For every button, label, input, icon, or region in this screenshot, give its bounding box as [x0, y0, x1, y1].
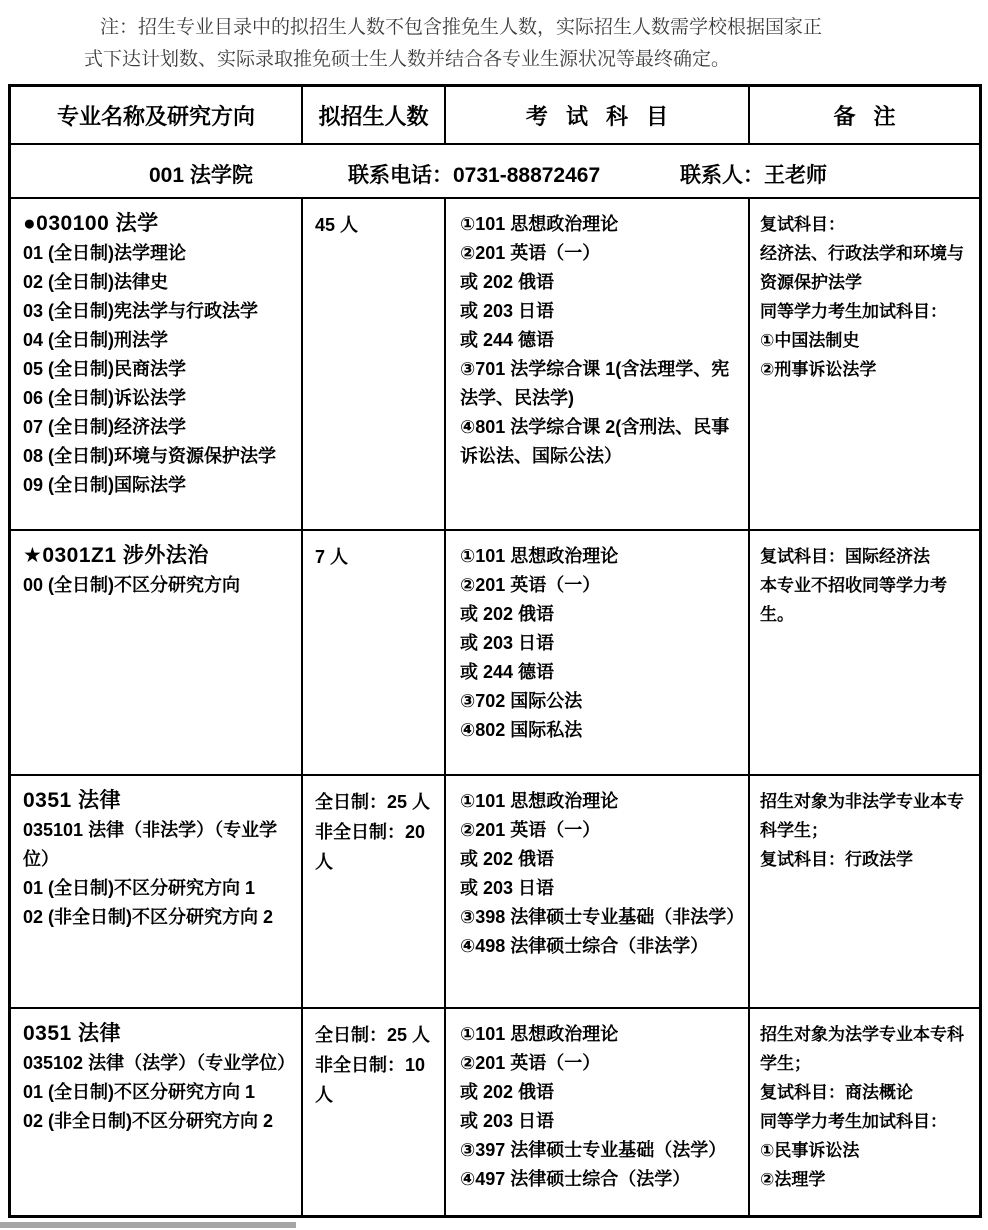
table-row: [11, 1009, 979, 1215]
subject-line: ③702 国际公法: [460, 691, 583, 711]
subject-line: 或 203 日语: [460, 1111, 555, 1131]
direction-item: 04 (全日制)刑法学: [23, 330, 169, 350]
program-title: ●030100 法学: [23, 212, 159, 235]
header-cell-quota: 拟招生人数: [303, 87, 446, 143]
table-row: [11, 776, 979, 1009]
subject-line: ④801 法学综合课 2(含刑法、民事诉讼法、国际公法）: [460, 417, 730, 466]
remark-line: 同等学力考生加试科目：: [760, 1112, 947, 1131]
remark-line: 复试科目：行政法学: [760, 850, 913, 869]
department-code: 001 法学院: [149, 164, 253, 187]
header-cell-subjects: 考 试 科 目: [446, 87, 750, 143]
department-contact: 联系人：王老师: [680, 164, 827, 187]
remark-line: ②刑事诉讼法学: [760, 360, 877, 379]
remark-line: ①中国法制史: [760, 331, 860, 350]
subject-line: ②201 英语（一）: [460, 243, 601, 263]
remark-line: ①民事诉讼法: [760, 1141, 860, 1160]
quota-line: 45 人: [315, 215, 359, 235]
cell-subjects: [446, 199, 750, 529]
remark-line: 复试科目：国际经济法: [760, 547, 930, 566]
subject-line: ②201 英语（一）: [460, 575, 601, 595]
quota-line: 非全日制：20 人: [315, 822, 426, 872]
department-row: [11, 145, 979, 199]
cell-subjects: [446, 1009, 750, 1215]
remark-line: 经济法、行政法学和环境与资源保护法学: [760, 244, 964, 292]
quota-line: 7 人: [315, 547, 349, 567]
subject-line: ③397 法律硕士专业基础（法学）: [460, 1140, 727, 1160]
cell-program: [11, 1009, 303, 1215]
subject-line: ①101 思想政治理论: [460, 791, 619, 811]
subject-line: 或 202 俄语: [460, 849, 555, 869]
subject-line: 或 244 德语: [460, 330, 555, 350]
remark-line: 本专业不招收同等学力考生。: [760, 576, 947, 624]
subject-line: ④497 法律硕士综合（法学）: [460, 1169, 691, 1189]
direction-item: 02 (全日制)法律史: [23, 272, 169, 292]
cell-program: [11, 776, 303, 1007]
direction-item: 05 (全日制)民商法学: [23, 359, 187, 379]
subject-line: 或 203 日语: [460, 301, 555, 321]
remark-line: 招生对象为非法学专业本专科学生；: [760, 792, 964, 840]
subject-line: ①101 思想政治理论: [460, 214, 619, 234]
subject-line: 或 203 日语: [460, 633, 555, 653]
cell-remarks: [750, 531, 979, 774]
subject-line: 或 202 俄语: [460, 604, 555, 624]
header-cell-program: 专业名称及研究方向: [11, 87, 303, 143]
program-title: 0351 法律: [23, 1022, 122, 1045]
quota-line: 非全日制：10 人: [315, 1055, 426, 1105]
subject-line: ②201 英语（一）: [460, 1053, 601, 1073]
cell-quota: [303, 531, 446, 774]
cell-quota: [303, 1009, 446, 1215]
direction-item: 01 (全日制)不区分研究方向 1: [23, 1082, 256, 1102]
direction-list: [23, 239, 295, 500]
direction-list: [23, 1049, 295, 1136]
cell-subjects: [446, 531, 750, 774]
subject-line: ②201 英语（一）: [460, 820, 601, 840]
subject-line: 或 202 俄语: [460, 1082, 555, 1102]
department-phone: 联系电话：0731-88872467: [348, 164, 601, 187]
subject-line: 或 244 德语: [460, 662, 555, 682]
direction-list: [23, 816, 295, 932]
cell-remarks: [750, 776, 979, 1007]
cell-program: [11, 531, 303, 774]
note: [84, 12, 974, 76]
cell-quota: [303, 776, 446, 1007]
direction-item: 035101 法律（非法学）（专业学位）: [23, 820, 278, 869]
subject-line: 或 202 俄语: [460, 272, 555, 292]
direction-item: 00 (全日制)不区分研究方向: [23, 575, 241, 595]
subject-line: ①101 思想政治理论: [460, 1024, 619, 1044]
direction-item: 01 (全日制)法学理论: [23, 243, 187, 263]
note-line: 式下达计划数、实际录取推免硕士生人数并结合各专业生源状况等最终确定。: [84, 49, 731, 70]
direction-item: 035102 法律（法学）（专业学位）: [23, 1053, 296, 1073]
table-row: [11, 531, 979, 776]
direction-list: [23, 571, 295, 600]
cell-program: [11, 199, 303, 529]
admissions-table: [8, 84, 982, 1218]
remark-line: ②法理学: [760, 1170, 826, 1189]
note-line: 注：招生专业目录中的拟招生人数不包含推免生人数，实际招生人数需学校根据国家正: [100, 17, 823, 38]
partial-bottom-line: [0, 1222, 296, 1228]
direction-item: 06 (全日制)诉讼法学: [23, 388, 187, 408]
direction-item: 03 (全日制)宪法学与行政法学: [23, 301, 259, 321]
program-title: 0351 法律: [23, 789, 122, 812]
direction-item: 02 (非全日制)不区分研究方向 2: [23, 1111, 274, 1131]
cell-subjects: [446, 776, 750, 1007]
subject-line: ③701 法学综合课 1(含法理学、宪法学、民法学): [460, 359, 730, 408]
direction-item: 02 (非全日制)不区分研究方向 2: [23, 907, 274, 927]
direction-item: 07 (全日制)经济法学: [23, 417, 187, 437]
cell-remarks: [750, 1009, 979, 1215]
quota-line: 全日制：25 人: [315, 792, 431, 812]
direction-item: 09 (全日制)国际法学: [23, 475, 187, 495]
cell-quota: [303, 199, 446, 529]
direction-item: 01 (全日制)不区分研究方向 1: [23, 878, 256, 898]
header-cell-remarks: 备 注: [833, 103, 896, 129]
direction-item: 08 (全日制)环境与资源保护法学: [23, 446, 277, 466]
table-row: [11, 199, 979, 531]
subject-line: ③398 法律硕士专业基础（非法学）: [460, 907, 745, 927]
quota-line: 全日制：25 人: [315, 1025, 431, 1045]
remark-line: 复试科目：商法概论: [760, 1083, 913, 1102]
subject-line: ④802 国际私法: [460, 720, 583, 740]
remark-line: 招生对象为法学专业本专科学生；: [760, 1025, 964, 1073]
subject-line: ①101 思想政治理论: [460, 546, 619, 566]
remark-line: 复试科目：: [760, 215, 845, 234]
table-header-row: [11, 87, 979, 145]
cell-remarks: [750, 199, 979, 529]
subject-line: 或 203 日语: [460, 878, 555, 898]
program-title: ★0301Z1 涉外法治: [23, 544, 209, 567]
remark-line: 同等学力考生加试科目：: [760, 302, 947, 321]
subject-line: ④498 法律硕士综合（非法学）: [460, 936, 709, 956]
